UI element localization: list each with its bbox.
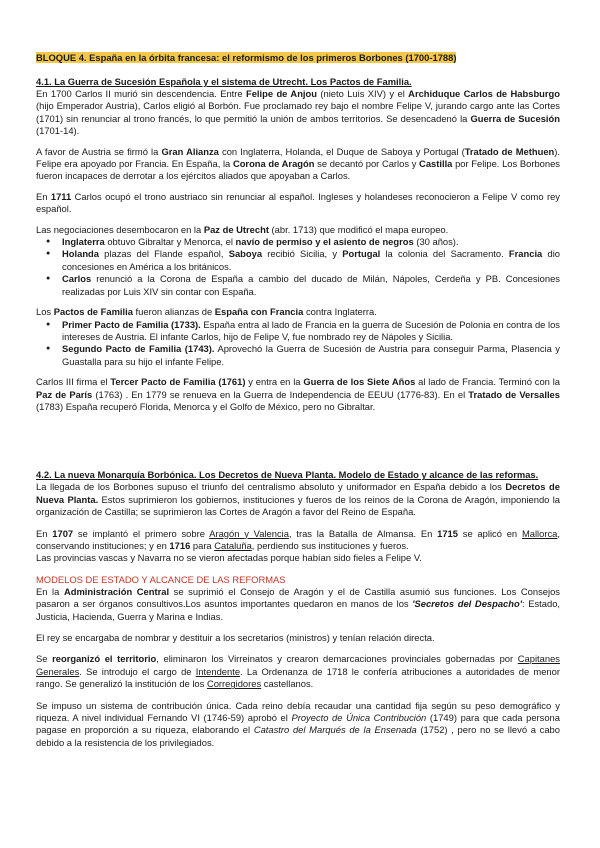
text-run: (30 años).	[413, 236, 459, 248]
text-run: Mallorca	[521, 527, 558, 539]
text-run: Estos suprimieron los gobiernos, instituciones y fueros de los reinos de la Corona de Aragón, imponiendo la organización de Castilla; se suprimieron las Cortes de Aragón a favor del Reino de España.	[36, 493, 561, 518]
text-run: Administración Central	[63, 585, 170, 597]
text-run: , eliminaron los Virreinatos y crearon demarcaciones provinciales gobernadas por	[156, 653, 518, 665]
text-run: Francia	[508, 248, 543, 260]
section-4-1-title: 4.1. La Guerra de Sucesión Española y el sistema de Utrecht. Los Pactos de Familia.	[36, 76, 412, 87]
text-run: Las negociaciones desembocaron en la	[36, 223, 204, 235]
text-run: Saboya	[228, 248, 263, 260]
s42-paragraph-4: El rey se encargaba de nombrar y destituir a los secretarios (ministros) y tenían relación directa.	[36, 632, 435, 643]
text-run: por Felipe. Los Borbones fueron incapaces de derrotar a los ejércitos aliados que apoyaban a Carlos.	[36, 158, 560, 182]
models-subheading: MODELOS DE ESTADO Y ALCANCE DE LAS REFORMAS	[36, 573, 286, 585]
text-run: Archiduque Carlos de Habsburgo	[408, 88, 561, 99]
s41-paragraph-4	[36, 224, 560, 236]
text-run: Carlos	[62, 273, 92, 285]
text-run: Proyecto de Única Contribución	[291, 712, 427, 724]
s42-paragraph-6	[36, 700, 560, 750]
text-run: En	[36, 527, 53, 539]
s42-paragraph-5	[36, 653, 560, 690]
text-run: La llegada de los Borbones supuso el triunfo del centralismo absoluto y uniformador en España debido a los	[36, 481, 506, 493]
text-run: Tratado de Methuen	[464, 145, 555, 157]
text-run: Carlos ocupó el trono austriaco sin renunciar al español. Ingleses y holandeses reconocieron a Felipe V como rey español.	[36, 190, 560, 215]
s42-paragraph-2b: Las provincias vascas y Navarra no se vieron afectadas porque habían sido fieles a Felipe V.	[36, 552, 422, 564]
s41-paragraph-5	[36, 306, 560, 318]
text-run: Aprovechó la Guerra de Sucesión de Austria para conseguir Parma, Plasencia y Guastalla para su hijo el infante Felipe.	[62, 343, 560, 367]
text-run: Castilla	[419, 158, 453, 170]
text-run: Decretos de Nueva Planta.	[36, 481, 560, 505]
text-run: Corona de Aragón	[232, 158, 315, 170]
text-run: . La Ordenanza de 1718 le confería atribuciones a autoridades de menor rango. Se generalizó la institución de los	[36, 665, 560, 690]
pacto-item-first	[52, 319, 560, 344]
text-run: dio concesiones en América a los británicos.	[62, 248, 560, 272]
text-run: Gran Alianza	[161, 145, 219, 157]
s41-paragraph-3	[36, 191, 560, 216]
text-run: se aplicó en	[457, 527, 522, 539]
text-run: España entra al lado de Francia en la guerra de Sucesión de Polonia en contra de los intereses de Austria. El infante Carlos, hijo de Felipe V, fue nombrado rey de Nápoles y Sicilia.	[62, 318, 560, 342]
text-run: , conservando instituciones; y en	[36, 527, 560, 551]
text-run: plazas del Flande español,	[98, 248, 229, 260]
text-run: fueron alianzas de	[132, 306, 215, 318]
text-run: (nieto Luis XIV) y el	[317, 88, 409, 99]
text-run: , tras la Batalla de Almansa. En	[288, 527, 438, 539]
pactos-list	[36, 319, 560, 369]
text-run: Pactos de Familia	[53, 306, 133, 318]
text-run: 1707	[52, 527, 74, 539]
text-run: 1715	[437, 527, 458, 539]
section-4-2-title: 4.2. La nueva Monarquía Borbónica. Los Decretos de Nueva Planta. Modelo de Estado y alcance de las reformas.	[36, 469, 539, 481]
text-run: Aragón y Valencia	[209, 527, 289, 539]
s42-paragraph-2	[36, 528, 560, 553]
utrecht-item-holland	[52, 248, 560, 273]
text-run: ). Felipe era apoyado por Francia. En España, la	[36, 145, 560, 170]
text-run: (1763) . En 1779 se renueva en la Guerra de Independencia de EEUU (1776-83). En el	[92, 388, 469, 400]
text-run: En 1700 Carlos II murió sin descendencia. Entre	[36, 88, 246, 99]
text-run: Corregidores	[206, 678, 262, 690]
utrecht-item-england	[52, 236, 560, 248]
block-title: BLOQUE 4. España en la órbita francesa: el reformismo de los primeros Borbones (1700-1788)	[36, 52, 457, 63]
text-run: con Inglaterra, Holanda, el Duque de Saboya y Portugal (	[218, 145, 465, 157]
text-run: obtuvo Gibraltar y Menorca, el	[104, 236, 236, 248]
text-run: Inglaterra	[62, 236, 105, 248]
text-run: En la	[36, 585, 64, 597]
s41-paragraph-6	[36, 376, 560, 413]
text-run: castellanos.	[261, 678, 314, 690]
s41-paragraph-2	[36, 146, 560, 183]
text-run: y entra en la	[245, 376, 304, 388]
s42-paragraph-3	[36, 586, 560, 623]
text-run: la colonia del Sacramento.	[380, 248, 509, 260]
text-run: Capitanes Generales	[36, 653, 560, 677]
text-run: recibió Sicilia, y	[262, 248, 343, 260]
s42-paragraph-1	[36, 481, 560, 518]
text-run: Tercer Pacto de Familia (1761)	[110, 376, 246, 388]
text-run: En	[36, 190, 51, 202]
text-run: Tratado de Versalles	[468, 388, 560, 400]
text-run: para	[190, 539, 215, 551]
text-run: se implantó el primero sobre	[73, 527, 210, 539]
text-run: (abr. 1713) que modificó el mapa europeo.	[268, 223, 449, 235]
text-run: Catastro del Marqués de la Ensenada	[253, 724, 417, 736]
text-run: renunció a la Corona de España a cambio del ducado de Milán, Nápoles, Cerdeña y PB. Concesiones realizadas por Luis XIV sin contar con España.	[62, 273, 560, 297]
text-run: Primer Pacto de Familia (1733).	[62, 318, 201, 330]
block-title-line	[36, 48, 560, 66]
text-run: contra Inglaterra.	[303, 306, 377, 318]
text-run: Holanda	[62, 248, 99, 260]
text-run: : Estado, Justicia, Hacienda, Guerra y Marina e Indias.	[36, 598, 561, 622]
text-run: 1711	[50, 190, 72, 202]
text-run: (1752) , pero no se llevó a cabo debido a la resistencia de los privilegiados.	[36, 724, 560, 748]
text-run: (hijo Emperador Austria), Carlos eligió al Borbón. Fue proclamado rey bajo el nombre Felipe V, jurando cargo ante las Cortes (1701) sin renunciar al trono francés, lo que permitió la unión de ambos territorios. Se desencadenó la	[36, 100, 560, 124]
s41-paragraph-1	[36, 88, 560, 138]
text-run: navío de permiso y el asiento de negros	[235, 236, 414, 248]
text-run: (1749) para que cada persona pagase en proporción a su riqueza, elaborando el	[36, 712, 560, 736]
text-run: se decantó por Carlos y	[314, 158, 420, 170]
text-run: 'Secretos del Despacho'	[412, 598, 522, 610]
text-run: Cataluña	[214, 539, 252, 551]
text-run: Felipe de Anjou	[245, 88, 317, 99]
text-run: A favor de Austria se firmó la	[36, 145, 162, 157]
pacto-item-second	[52, 343, 560, 368]
text-run: , perdiendo sus instituciones y fueros.	[251, 539, 409, 551]
text-run: . Se introdujo el cargo de	[79, 665, 196, 677]
text-run: (1701-14).	[36, 125, 80, 137]
text-run: Segundo Pacto de Familia (1743).	[62, 343, 215, 355]
text-run: 1716	[169, 539, 191, 551]
utrecht-list	[36, 236, 560, 298]
utrecht-item-carlos	[52, 273, 560, 298]
text-run: Guerra de Sucesión	[470, 112, 560, 124]
text-run: (1783) España recuperó Florida, Menorca y el Golfo de México, pero no Gibraltar.	[36, 400, 376, 412]
text-run: Se impuso un sistema de contribución única. Cada reino debía recaudar una cantidad fija según su peso demográfico y riqueza. A nivel individual Fernando VI (1746-59) aprobó el	[36, 699, 560, 724]
text-run: Paz de París	[36, 388, 93, 400]
text-run: Intendente	[195, 665, 241, 677]
text-run: Portugal	[342, 248, 381, 260]
text-run: Carlos III firma el	[36, 376, 111, 388]
text-run: reorganizó el territorio	[52, 653, 157, 665]
text-run: España con Francia	[214, 306, 304, 318]
text-run: Los	[36, 306, 54, 318]
text-run: al lado de Francia. Terminó con la	[415, 376, 560, 388]
text-run: Guerra de los Siete Años	[303, 376, 416, 388]
text-run: Se	[36, 653, 53, 665]
text-run: Paz de Utrecht	[203, 223, 269, 235]
text-run: se suprimió el Consejo de Aragón y el de Castilla asumió sus funciones. Los Consejos pasaron a ser órganos consultivos.Los asuntos importantes quedaron en manos de los	[36, 585, 560, 610]
